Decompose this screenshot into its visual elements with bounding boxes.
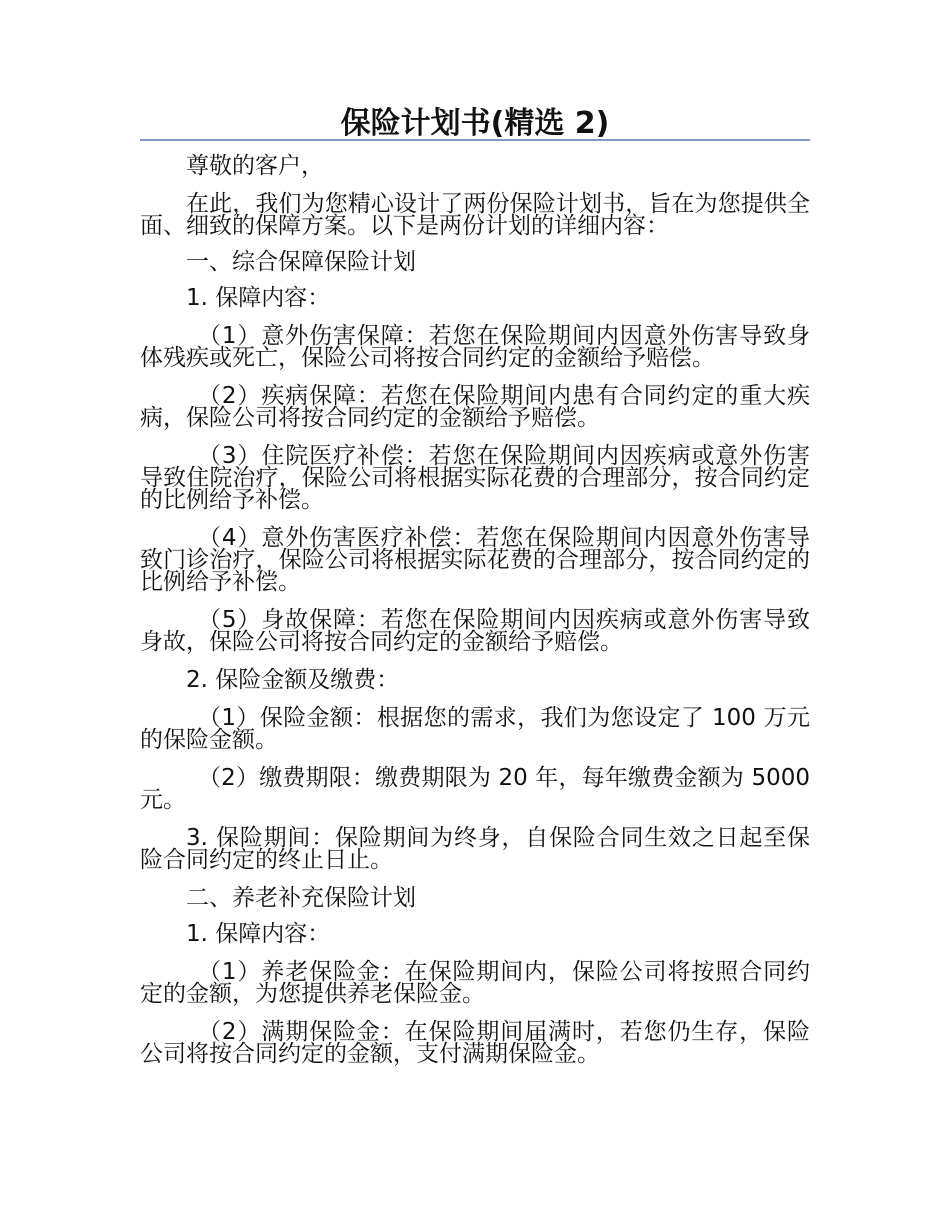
subheading-coverage-2: 1. 保障内容：: [186, 921, 331, 947]
document-body: [140, 155, 810, 1065]
pension-item: （1）养老保险金：在保险期间内，保险公司将按照合同约定的金额，为您提供养老保险金。: [140, 959, 810, 1007]
section-heading-1: 一、综合保障保险计划: [186, 249, 416, 275]
insurance-period: 3. 保险期间：保险期间为终身，自保险合同生效之日起至保险合同约定的终止日止。: [140, 825, 810, 873]
subheading-coverage-1: 1. 保障内容：: [186, 285, 331, 311]
coverage-item: （2）疾病保障：若您在保险期间内患有合同约定的重大疾病，保险公司将按合同约定的金额给予赔偿。: [140, 383, 810, 431]
amount-item: （1）保险金额：根据您的需求，我们为您设定了 100 万元的保险金额。: [140, 705, 810, 753]
title-underline: [140, 139, 810, 141]
coverage-item: （4）意外伤害医疗补偿：若您在保险期间内因意外伤害导致门诊治疗，保险公司将根据实际花费的合理部分，按合同约定的比例给予补偿。: [140, 525, 810, 595]
greeting: 尊敬的客户，: [186, 153, 324, 179]
coverage-item: （5）身故保障：若您在保险期间内因疾病或意外伤害导致身故，保险公司将按合同约定的金额给予赔偿。: [140, 607, 810, 655]
subheading-amount: 2. 保险金额及缴费：: [186, 667, 400, 693]
coverage-item: （3）住院医疗补偿：若您在保险期间内因疾病或意外伤害导致住院治疗，保险公司将根据实际花费的合理部分，按合同约定的比例给予补偿。: [140, 443, 810, 513]
intro-paragraph: 在此，我们为您精心设计了两份保险计划书，旨在为您提供全面、细致的保障方案。以下是两份计划的详细内容：: [140, 191, 810, 239]
document-title: 保险计划书(精选 2): [340, 106, 610, 141]
maturity-item: （2）满期保险金：在保险期间届满时，若您仍生存，保险公司将按合同约定的金额，支付满期保险金。: [140, 1019, 810, 1067]
coverage-item: （1）意外伤害保障：若您在保险期间内因意外伤害导致身体残疾或死亡，保险公司将按合同约定的金额给予赔偿。: [140, 323, 810, 371]
section-heading-2: 二、养老补充保险计划: [186, 885, 416, 911]
payment-item: （2）缴费期限：缴费期限为 20 年，每年缴费金额为 5000 元。: [140, 765, 810, 813]
